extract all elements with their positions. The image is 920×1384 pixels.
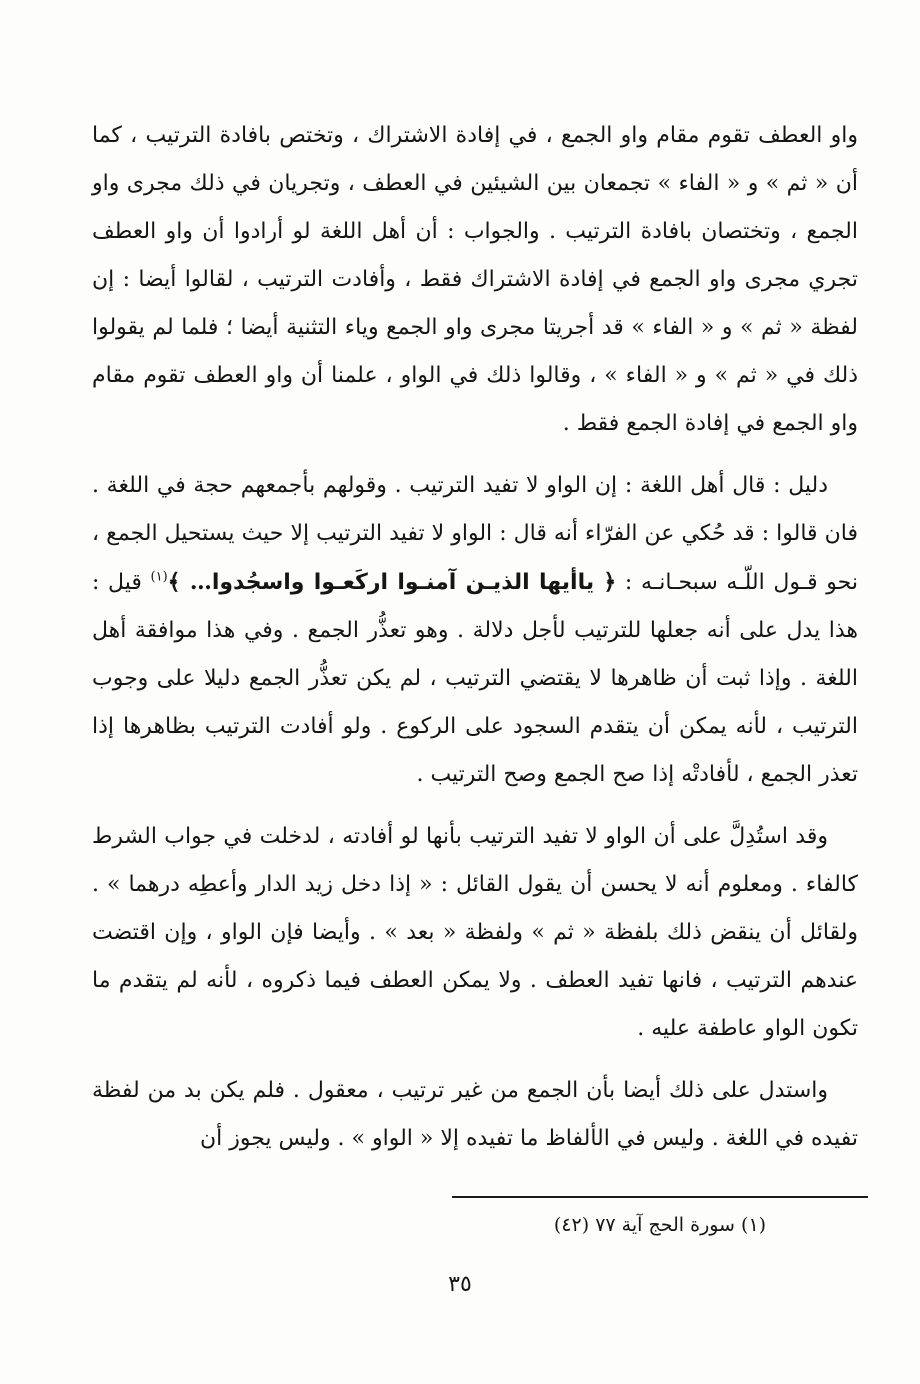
footnote-reference-marker: (١) [150, 569, 168, 585]
footnote-text: (١) سورة الحج آية ٧٧ (٤٢) [553, 1214, 767, 1236]
paragraph-2-text-before: دليل : قال أهل اللغة : إن الواو لا تفيد الترتيب . وقولهم بأجمعهم حجة في اللغة . فان قالوا : قد حُكي عن الفرّاء أنه قال : الواو لا تفيد الترتيب إلا حيث يستحيل الجمع ، نحو قـول اللّـه سبحـانـه : [92, 473, 858, 595]
paragraph-4: واستدل على ذلك أيضا بأن الجمع من غير ترتيب ، معقول . فلم يكن بد من لفظة تفيده في اللغة . وليس في الألفاظ ما تفيده إلا « الواو » . وليس يجوز أن [92, 1078, 858, 1151]
page-number: ٣٥ [448, 1272, 472, 1297]
paragraph-2 [92, 462, 858, 799]
footnote-area [0, 1196, 868, 1238]
main-text-block [92, 112, 858, 1177]
paragraph-3: وقد استُدِلَّ على أن الواو لا تفيد الترتيب بأنها لو أفادته ، لدخلت في جواب الشرط كالفاء . ومعلوم أنه لا يحسن أن يقول القائل : « إذا دخل زيد الدار وأعطِه درهما » . ولقائل أن ينقض ذلك بلفظة « ثم » ولفظة « بعد » . وأيضا فإن الواو ، وإن اقتضت عندهم الترتيب ، فانها تفيد العطف . ولا يمكن العطف فيما ذكروه ، لأنه لم يتقدم ما تكون الواو عاطفة عليه . [92, 824, 858, 1041]
paragraph-1: واو العطف تقوم مقام واو الجمع ، في إفادة الاشتراك ، وتختص بافادة الترتيب ، كما أن « ثم » و « الفاء » تجمعان بين الشيئين في العطف ، وتجريان في ذلك مجرى واو الجمع ، وتختصان بافادة الترتيب . والجواب : أن أهل اللغة لو أرادوا أن واو العطف تجري مجرى واو الجمع في إفادة الاشتراك فقط ، وأفادت الترتيب ، لقالوا أيضا : إن لفظة « ثم » و « الفاء » قد أجريتا مجرى واو الجمع وياء التثنية أيضا ؛ فلما لم يقولوا ذلك في « ثم » و « الفاء » ، وقالوا ذلك في الواو ، علمنا أن واو العطف تقوم مقام واو الجمع في إفادة الجمع فقط . [92, 123, 858, 436]
paragraph-2-text-after: قيل : هذا يدل على أنه جعلها للترتيب لأجل دلالة . وهو تعذُّر الجمع . وفي هذا موافقة أهل اللغة . وإذا ثبت أن ظاهرها لا يقتضي الترتيب ، لم يكن تعذُّر الجمع دليلا على وجوب الترتيب ، لأنه يمكن أن يتقدم السجود على الركوع . ولو أفادت الترتيب بظاهرها إذا تعذر الجمع ، لأفادتْه إذا صح الجمع وصح الترتيب . [92, 570, 858, 787]
quran-verse: ﴿ ياأيها الذيـن آمنـوا اركَعـوا واسجُدوا… ﴾ [167, 569, 617, 595]
